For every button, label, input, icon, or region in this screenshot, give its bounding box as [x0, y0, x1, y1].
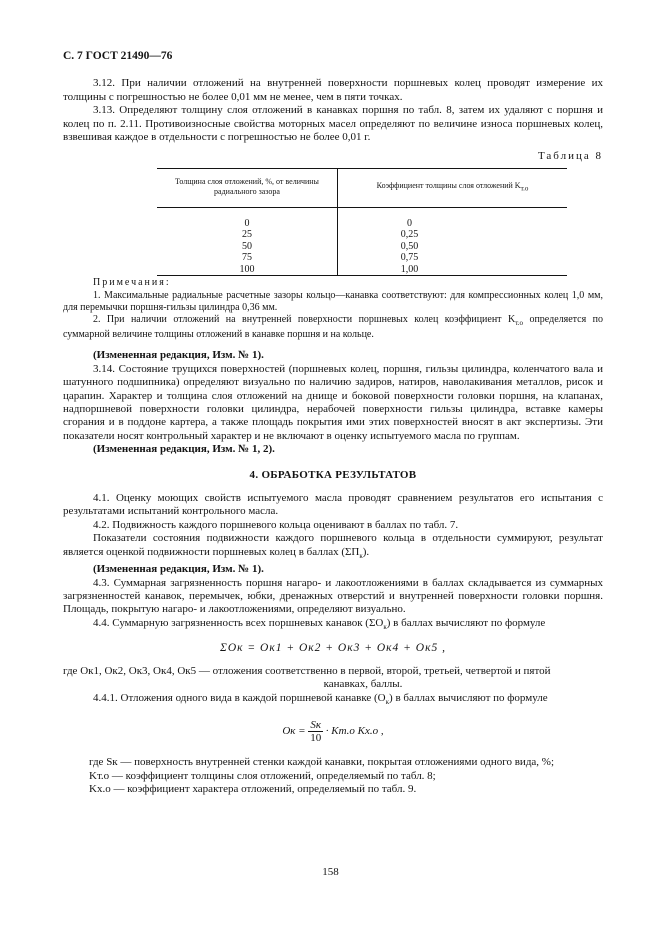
table-cell: 0 [157, 207, 338, 229]
formula-2-denominator: 10 [310, 732, 322, 745]
table-cell: 0 [407, 217, 412, 229]
note-2-sub: т.о [515, 318, 524, 327]
table-cell: 1,00 [338, 264, 568, 276]
paragraph-4-4-1 [63, 692, 603, 710]
page-header: С. 7 ГОСТ 21490—76 [63, 50, 173, 62]
document-page [63, 50, 603, 796]
paragraph-3-14: 3.14. Состояние трущихся поверхностей (поршневых колец, поршня, гильзы цилиндра, коленчатого вала и шатунного подшипника) определяют визуально по наличию задиров, натиров, наволакивания металлов, рисок и царапин. Характер и толщина слоя отложений на днище и боковой поверхности головки поршня, на клапанах, надпоршневой поверхности головки цилиндра, нерабочей поверхности гильзы цилиндра, вставке камеры сгорания и в поддоне картера, а также площадь покрытия ими этих поверхностей вносят в акт экспертизы. Эти показатели носят контрольный характер и не включают в оценку испытуемого масла по группам. [63, 362, 603, 442]
table-header-row [157, 168, 567, 207]
table-row [157, 229, 567, 241]
p42b-part-b: ). [362, 545, 370, 558]
note-2-part-a: 2. При наличии отложений на внутренней поверхности поршневых колец коэффициент K [93, 313, 516, 325]
formula-1-where-cont: канавках, баллы. [323, 678, 403, 691]
table-8-caption: Таблица 8 [537, 150, 603, 163]
table-row [157, 241, 567, 253]
formula-2-lhs: Oк = [282, 725, 306, 738]
table-row [157, 264, 567, 276]
table-notes [63, 277, 603, 341]
col1-header: Толщина слоя отложений, %, от величины радиального зазора [157, 168, 338, 207]
table-8 [157, 168, 567, 277]
edition-note-1: (Измененная редакция, Изм. № 1). [93, 349, 264, 362]
p42b-sub: к [359, 551, 363, 560]
paragraph-4-2: 4.2. Подвижность каждого поршневого кольца оценивают в баллах по табл. 7. [93, 518, 459, 531]
section-4-title: 4. ОБРАБОТКА РЕЗУЛЬТАТОВ [249, 468, 417, 481]
col2-header [338, 168, 568, 207]
p42b-part-a: Показатели состояния подвижности каждого поршневого кольца в отдельности суммируют, результат является оценкой подвижности поршневых колец в баллах (ΣП [63, 532, 603, 558]
p44-sub: к [383, 623, 387, 632]
page-number: 158 [322, 866, 339, 878]
p441-part-b: ) в баллах вычисляют по формуле [389, 691, 548, 704]
table-cell: 0,75 [400, 252, 419, 264]
formula-2-rhs: · Kт.о Kх.о , [325, 725, 384, 738]
paragraph-4-3: 4.3. Суммарная загрязненность поршня нагаро- и лакоотложениями в баллах складывается из суммарных загрязненностей канавок, перемычек, юбки, дренажных отверстий и внутренней поверхности головки поршня. Площадь, покрытую нагаро- и лакоотложениями, определяют визуально. [63, 576, 603, 616]
notes-title: Примечания: [93, 277, 171, 289]
note-2-part-b: определяется по суммарной величине толщины отложений в канавке поршня и на кольце. [63, 313, 603, 341]
table-cell: 75 [157, 252, 338, 264]
paragraph-4-2-b [63, 532, 603, 563]
table-cell: 50 [157, 241, 338, 253]
edition-note-1-b: (Измененная редакция, Изм. № 1). [93, 563, 264, 576]
edition-note-1-2: (Измененная редакция, Изм. № 1, 2). [93, 443, 275, 456]
table-cell: 25 [157, 229, 338, 241]
col2-header-text: Коэффициент толщины слоя отложений K [376, 180, 521, 190]
formula-1-where: где Oк1, Oк2, Oк3, Oк4, Oк5 — отложения соответственно в первой, второй, третьей, четвертой и пятой [63, 664, 551, 677]
p44-part-a: 4.4. Суммарную загрязненность всех поршневых канавок (ΣO [93, 616, 384, 629]
p44-part-b: ) в баллах вычисляют по формуле [386, 616, 546, 629]
definition-k-xo: Kх.о — коэффициент характера отложений, определяемый по табл. 9. [89, 783, 417, 796]
table-row [157, 252, 567, 264]
definition-s-k: где Sк — поверхность внутренней стенки каждой канавки, покрытая отложениями одного вида, %; [89, 756, 555, 769]
note-1: 1. Максимальные радиальные расчетные зазоры кольцо—канавка соответствуют: для компрессионных колец 1,0 мм, для перемычки поршня-гильзы цилиндра 0,36 мм. [63, 289, 603, 313]
paragraph-4-1: 4.1. Оценку моющих свойств испытуемого масла проводят сравнением результатов его испытания с результатами испытаний контрольного масла. [63, 492, 603, 518]
formula-2-fraction [308, 719, 323, 744]
paragraph-3-13: 3.13. Определяют толщину слоя отложений в канавках поршня по табл. 8, затем их удаляют с поршня и колец по п. 2.11. Противоизносные свойства моторных масел определяют по величине износа поршневых колец, взвешивая каждое в отдельности с погрешностью не более 0,01 г. [63, 104, 603, 144]
definition-k-to: Kт.о — коэффициент толщины слоя отложений, определяемый по табл. 8; [89, 769, 436, 782]
col2-header-sub: т.о [520, 184, 529, 193]
table-cell: 0,25 [400, 229, 419, 241]
paragraph-4-4 [63, 617, 603, 635]
table-row [157, 207, 567, 229]
p441-sub: к [385, 697, 390, 706]
formula-sum-deposits: ΣOк = Oк1 + Oк2 + Oк3 + Oк4 + Oк5 , [220, 642, 446, 655]
p441-part-a: 4.4.1. Отложения одного вида в каждой поршневой канавке (O [93, 691, 386, 704]
note-2 [63, 314, 603, 341]
table-cell: 100 [157, 264, 338, 276]
table-cell: 0,50 [400, 240, 419, 252]
formula-groove-deposit [63, 719, 603, 744]
formula-2-numerator: Sк [310, 719, 322, 732]
paragraph-3-12: 3.12. При наличии отложений на внутренней поверхности поршневых колец проводят измерение их толщины с погрешностью не более 0,01 мм не менее, чем в пяти точках. [63, 77, 603, 103]
